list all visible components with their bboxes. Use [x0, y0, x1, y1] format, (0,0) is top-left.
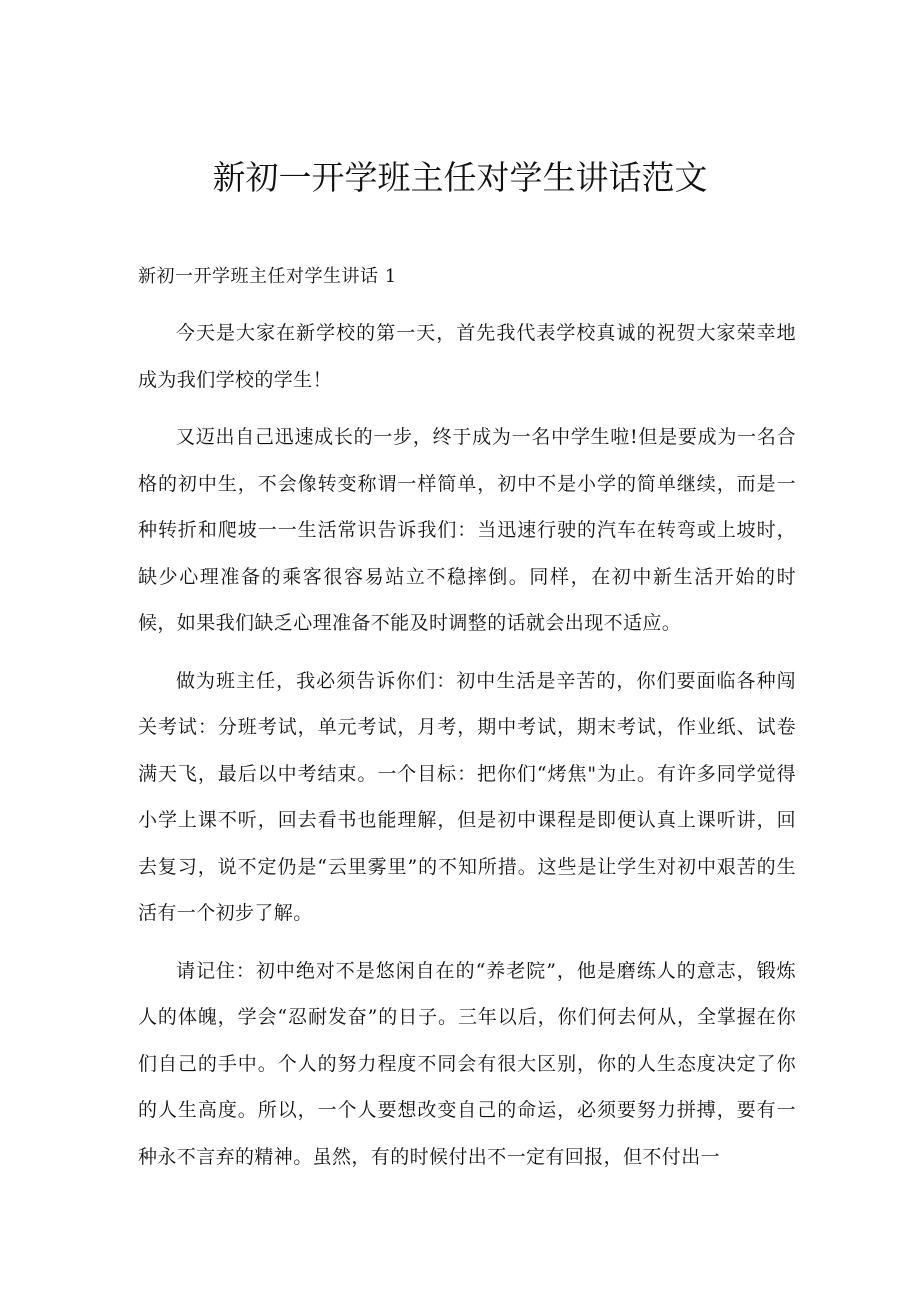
section-heading: 新初一开学班主任对学生讲话 1: [138, 266, 397, 287]
paragraph-3: 做为班主任，我必须告诉你们：初中生活是辛苦的，你们要面临各种闯关考试：分班考试，单元考试，月考，期中考试，期末考试，作业纸、试卷满天飞，最后以中考结束。一个目标：把你们“烤焦"为止。有许多同学觉得小学上课不听，回去看书也能理解，但是初中课程是即便认真上课听讲，回去复习，说不定仍是“云里雾里”的不知所措。这些是让学生对初中艰苦的生活有一个初步了解。: [138, 669, 796, 924]
paragraph-4: 请记住：初中绝对不是悠闲自在的“养老院”，他是磨练人的意志，锻炼人的体魄，学会“忍耐发奋”的日子。三年以后，你们何去何从，全掌握在你们自己的手中。个人的努力程度不同会有很大区别，你的人生态度决定了你的人生高度。所以，一个人要想改变自己的命运，必须要努力拼搏，要有一种永不言弃的精神。虽然，有的时候付出不一定有回报，但不付出一: [138, 959, 796, 1168]
paragraph-2: 又迈出自己迅速成长的一步，终于成为一名中学生啦!但是要成为一名合格的初中生，不会像转变称谓一样简单，初中不是小学的简单继续，而是一种转折和爬坡一一生活常识告诉我们：当迅速行驶的汽车在转弯或上坡时，缺少心理准备的乘客很容易站立不稳摔倒。同样，在初中新生活开始的时候，如果我们缺乏心理准备不能及时调整的话就会出现不适应。: [138, 426, 796, 634]
document-body: [138, 310, 796, 1191]
paragraph-1: 今天是大家在新学校的第一天，首先我代表学校真诚的祝贺大家荣幸地成为我们学校的学生！: [138, 322, 796, 391]
document-title: 新初一开学班主任对学生讲话范文: [212, 158, 708, 197]
